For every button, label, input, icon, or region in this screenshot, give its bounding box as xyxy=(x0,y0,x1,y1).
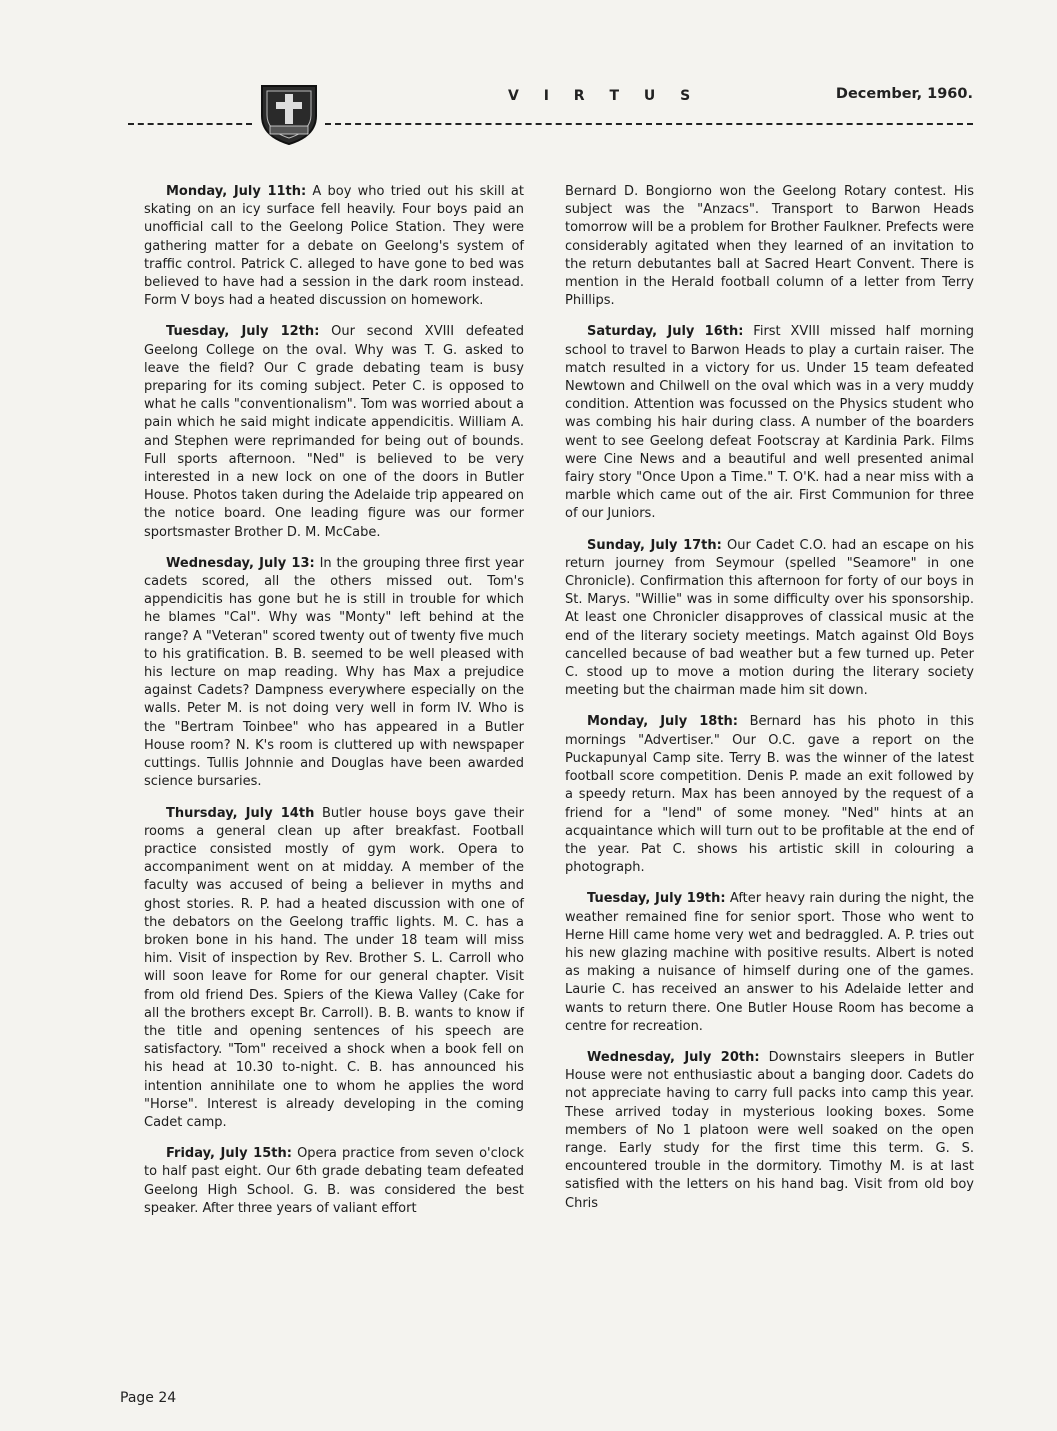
entry-text: Downstairs sleepers in Butler House were not enthusiastic about a banging door. Cadets do not appreciate having to carry full packs into camp this year. These arrived today in mysterious looking boxes. Some members of No 1 platoon were well soaked on the open range. Early study for the first time this term. G. S. encountered trouble in the dormitory. Timothy M. is at last satisfied with the letters on his hand bag. Visit from old boy Chris xyxy=(565,1049,974,1211)
entry-text: After heavy rain during the night, the weather remained fine for senior sport. Those who went to Herne Hill came home very wet and bedraggled. A. P. tries out his new glazing machine with positive results. Albert is noted as making a nuisance of himself during one of the games. Laurie C. has received an answer to his Adelaide letter and wants to return there. One Butler House Room has become a centre for recreation. xyxy=(565,891,974,1034)
entry-text: Our Cadet C.O. had an escape on his return journey from Seymour (spelled "Seamore" in one Chronicle). Confirmation this afternoon for forty of our boys in St. Marys. "Willie" was in some difficulty over his sponsorship. At least one Chronicler disapproves of classical music at the end of the literary society meetings. Match against Old Boys cancelled because of bad weather but a few turned up. Peter C. stood up to move a motion during the literary society meeting but the chairman made him sit down. xyxy=(565,537,974,699)
entry-date: Sunday, July 17th: xyxy=(587,537,722,553)
left-column xyxy=(144,183,524,1231)
entry-date: Monday, July 18th: xyxy=(587,714,739,730)
entry-text: A boy who tried out his skill at skating on an icy surface fell heavily. Four boys paid an unofficial call to the Geelong Police Station. They were gathering matter for a debate on Geelong's system of traffic control. Patrick C. alleged to have gone to bed was believed to have had a session in the dark room instead. Form V boys had a heated discussion on homework. xyxy=(144,184,524,309)
page-header xyxy=(0,0,1057,160)
entry-date: Friday, July 15th: xyxy=(166,1146,292,1162)
entry-text: Our second XVIII defeated Geelong College on the oval. Why was T. G. asked to leave the field? Our C grade debating team is busy preparing for its coming subject. Peter C. is opposed to what he calls "conventionalism". Tom was worried about a pain which he said might indicate appendicitis. William A. and Stephen were reprimanded for being out of bounds. Full sports afternoon. "Ned" is believed to be very interested in a new lock on one of the doors in Butler House. Photos taken during the Adelaide trip appeared on the notice board. One leading figure was our former sportsmaster Brother D. M. McCabe. xyxy=(144,324,524,540)
entry-date: Tuesday, July 19th: xyxy=(587,891,726,907)
diary-entry xyxy=(565,537,974,701)
right-column xyxy=(565,183,974,1226)
header-rule-left xyxy=(128,123,252,125)
school-crest-icon xyxy=(254,78,324,148)
diary-entry xyxy=(565,713,974,877)
entry-date: Monday, July 11th: xyxy=(166,184,307,199)
diary-entry xyxy=(565,890,974,1036)
entry-text: First XVIII missed half morning school to travel to Barwon Heads to play a curtain raiser. The match resulted in a victory for us. Under 15 team defeated Newtown and Chilwell on the oval which was in a very muddy condition. Attention was focussed on the Physics student who was combing his hair during class. A number of the boarders went to see Geelong defeat Footscray at Kardinia Park. Films were Cine News and a beautiful and well presented animal fairy story "Once Upon a Time." T. O'K. had a near miss with a marble which came out of the air. First Communion for three of our Juniors. xyxy=(565,324,974,522)
entry-date: Saturday, July 16th: xyxy=(587,324,744,340)
diary-entry xyxy=(144,805,524,1133)
diary-entry xyxy=(565,1049,974,1213)
page-number: Page 24 xyxy=(120,1390,177,1406)
diary-entry xyxy=(144,323,524,541)
entry-date: Wednesday, July 20th: xyxy=(587,1049,760,1065)
diary-entry-continued xyxy=(565,183,974,310)
entry-text: In the grouping three first year cadets scored, all the others missed out. Tom's appendicitis has gone but he is still in trouble for which he blames "Cal". Why was "Monty" left behind at the range? A "Veteran" scored twenty out of twenty five much to his gratification. B. B. seemed to be well pleased with his lecture on map reading. Why has Max a prejudice against Cadets? Dampness everywhere especially on the walls. Peter M. is not doing very well in form IV. Who is the "Bertram Toinbee" who has appeared in a Butler House room? N. K's room is cluttered up with newspaper cuttings. Tullis Johnnie and Douglas have been awarded science bursaries. xyxy=(144,555,524,790)
entry-text: Butler house boys gave their rooms a general clean up after breakfast. Football practice consisted mostly of gym work. Opera to accompaniment went on at midday. A member of the faculty was accused of being a believer in myths and ghost stories. R. P. had a heated discussion with one of the debators on the Geelong traffic lights. M. C. has a broken bone in his hand. The under 18 team will miss him. Visit of inspection by Rev. Brother S. L. Carroll who will soon leave for Rome for our general chapter. Visit from old friend Des. Spiers of the Kiewa Valley (Cake for all the brothers except Br. Carroll). B. B. wants to know if the title and opening sentences of his speech are satisfactory. "Tom" received a shock when a book fell on his head at 10.30 to-night. C. B. has announced his intention annihilate one to whom he applies the word "Horse". Interest is already developing in the coming Cadet camp. xyxy=(144,805,524,1130)
entry-date: Wednesday, July 13: xyxy=(166,555,315,571)
issue-date: December, 1960. xyxy=(835,86,973,102)
diary-entry xyxy=(565,323,974,523)
header-rule-right xyxy=(325,123,973,125)
entry-text: Bernard has his photo in this mornings "Advertiser." Our O.C. gave a report on the Puckapunyal Camp site. Terry B. was the winner of the latest football score competition. Denis P. made an exit followed by a speedy return. Max has been annoyed by the request of a friend for a "lend" of some money. "Ned" hints at an acquaintance which will turn out to be profitable at the end of the year. Pat C. shows his artistic skill in colouring a photograph. xyxy=(565,714,974,876)
diary-entry xyxy=(144,1145,524,1218)
diary-entry xyxy=(144,183,524,310)
masthead: V I R T U S xyxy=(508,88,701,104)
entry-date: Thursday, July 14th xyxy=(166,805,315,821)
diary-entry xyxy=(144,555,524,792)
entry-text: Bernard D. Bongiorno won the Geelong Rotary contest. His subject was the "Anzacs". Transport to Barwon Heads tomorrow will be a problem for Brother Faulkner. Prefects were considerably agitated when they learned of an invitation to the return debutantes ball at Sacred Heart Convent. There is mention in the Herald football column of a letter from Terry Phillips. xyxy=(565,184,974,309)
entry-text: Opera practice from seven o'clock to half past eight. Our 6th grade debating team defeated Geelong High School. G. B. was considered the best speaker. After three years of valiant effort xyxy=(144,1146,524,1216)
entry-date: Tuesday, July 12th: xyxy=(166,324,320,340)
